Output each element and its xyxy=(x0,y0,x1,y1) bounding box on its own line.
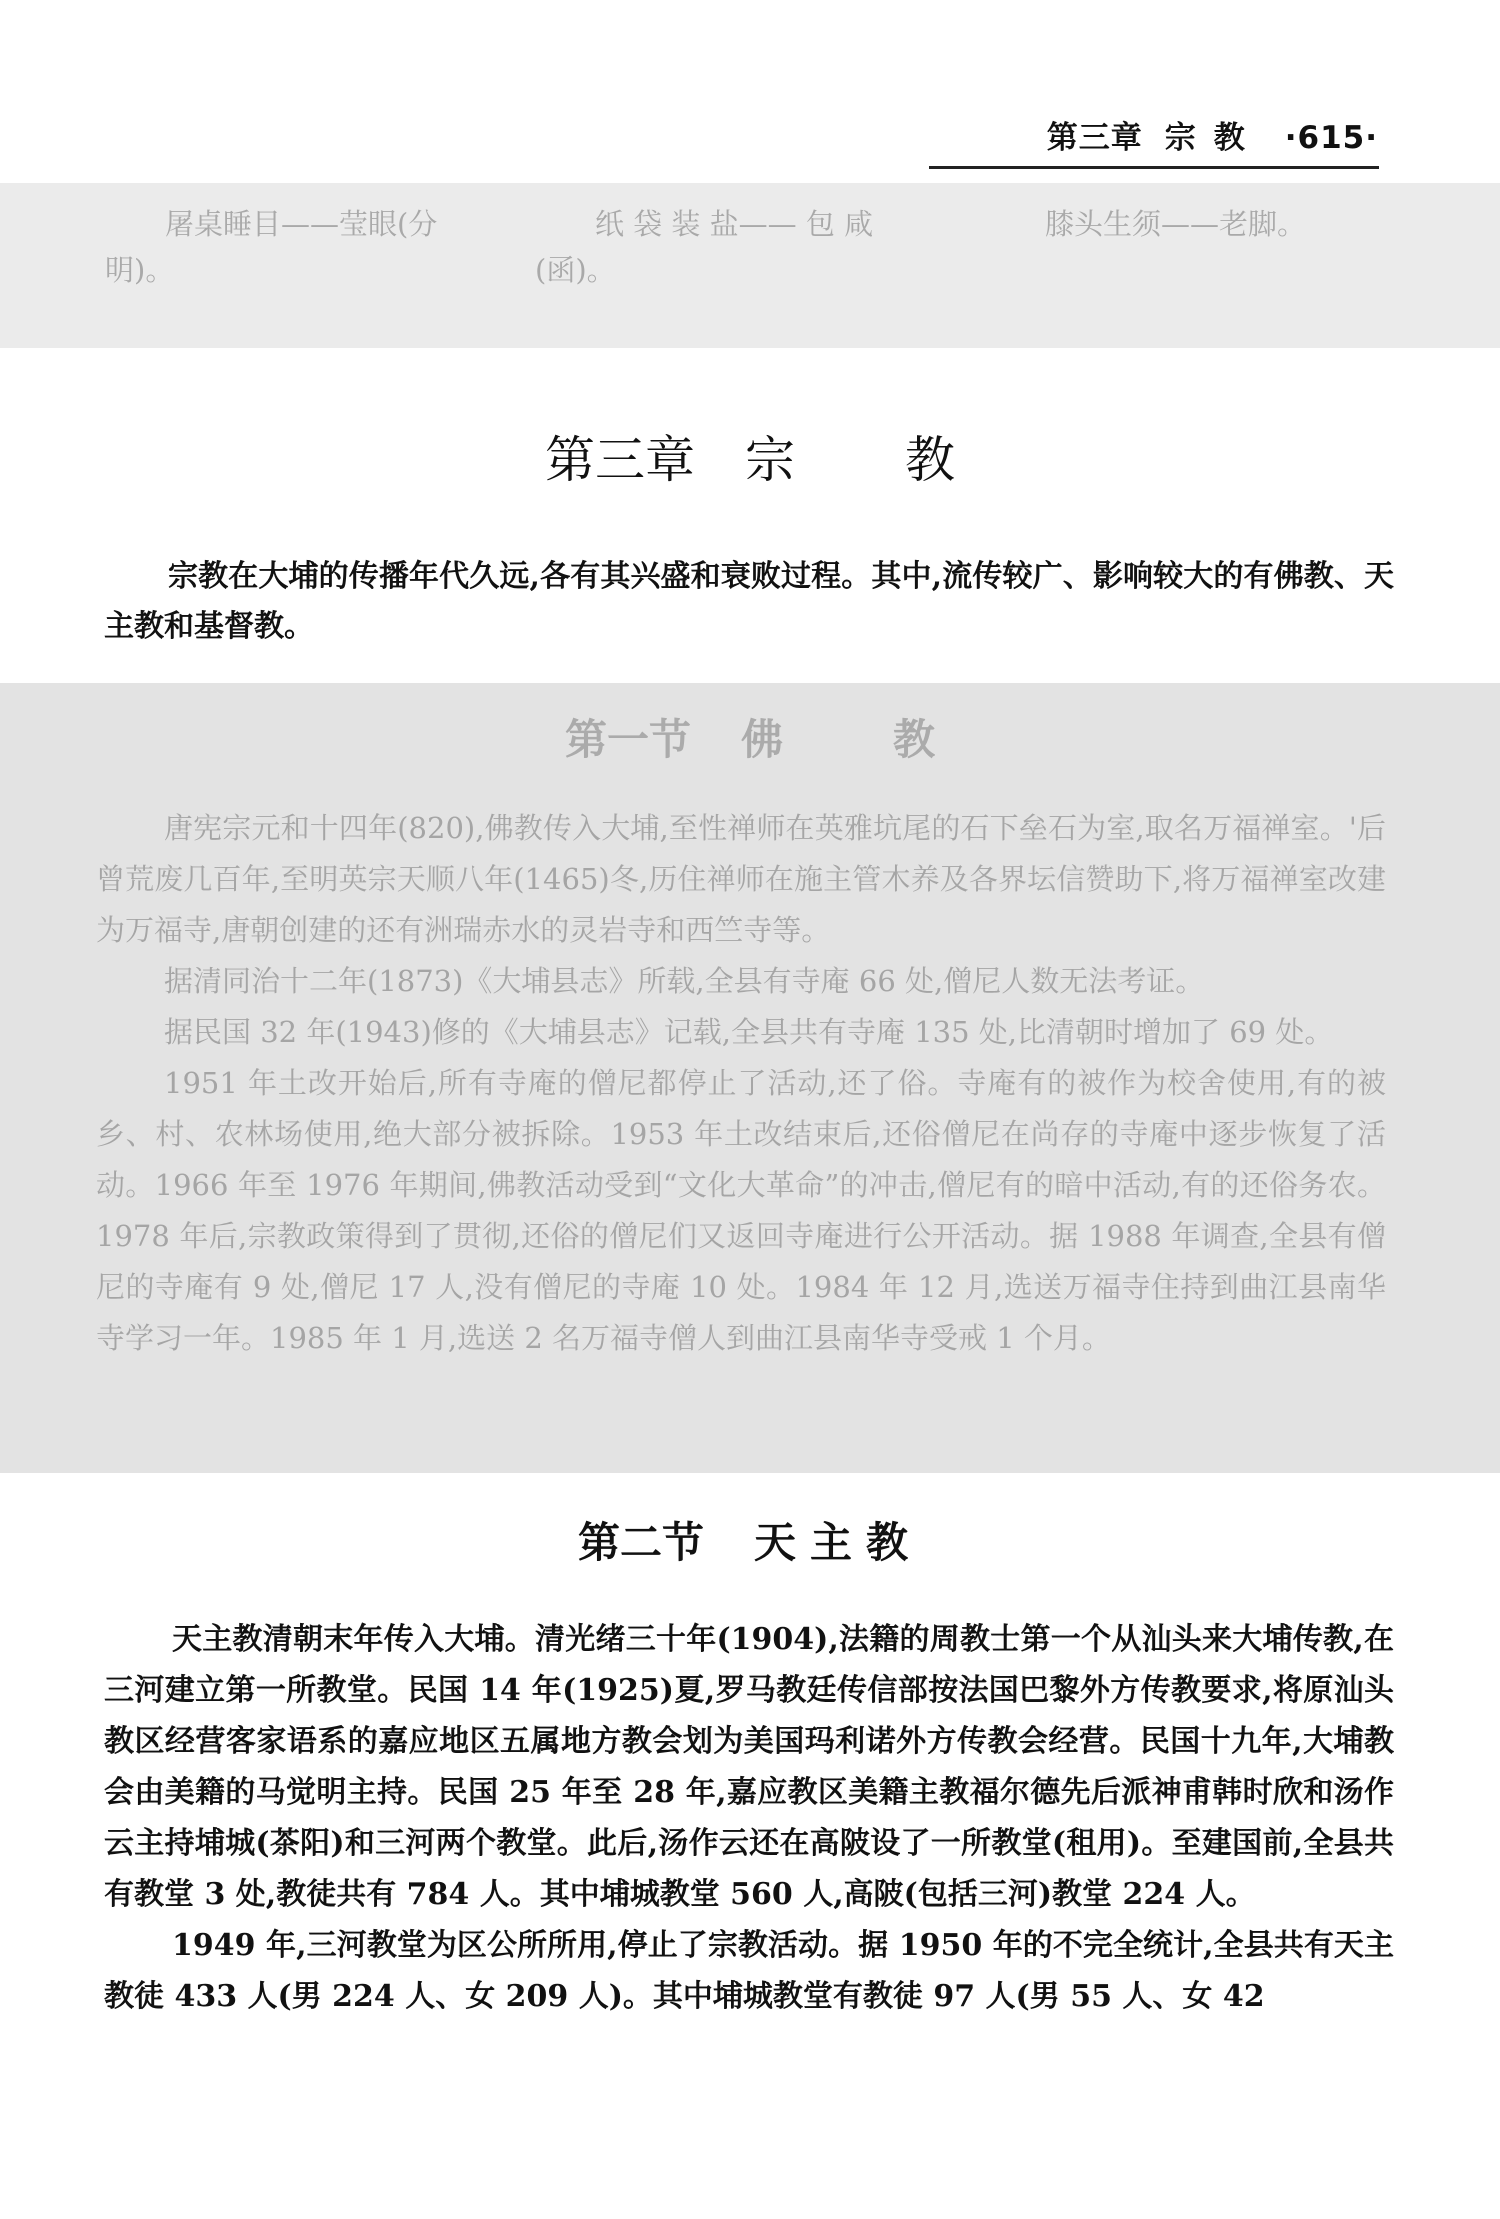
section1-title xyxy=(0,707,1500,767)
chapter-title-word1: 宗 xyxy=(745,431,795,489)
paragraph: 唐宪宗元和十四年(820),佛教传入大埔,至性禅师在英雅坑尾的石下垒石为室,取名万福禅室。'后曾荒废几百年,至明英宗天顺八年(1465)冬,历住禅师在施主管木养及各界坛信赞助下,将万福禅室改建为万福寺,唐朝创建的还有洲瑞赤水的灵岩寺和西竺寺等。 xyxy=(96,811,1386,947)
riddle-item xyxy=(105,201,525,293)
section2-body xyxy=(104,1614,1394,2022)
faded-riddles-band xyxy=(0,183,1500,348)
riddle-item xyxy=(1045,201,1465,247)
page-number: ·615· xyxy=(1284,120,1378,156)
header-rule xyxy=(929,166,1379,169)
section1-word1: 佛 xyxy=(740,715,783,764)
riddle-line: 膝头生须——老脚。 xyxy=(1045,207,1307,241)
riddle-item xyxy=(535,201,955,293)
paragraph: 据清同治十二年(1873)《大埔县志》所载,全县有寺庵 66 处,僧尼人数无法考证。 xyxy=(164,964,1205,998)
section2-number: 第二节 xyxy=(577,1518,704,1567)
paragraph: 1951 年土改开始后,所有寺庵的僧尼都停止了活动,还了俗。寺庵有的被作为校舍使用,有的被乡、村、农林场使用,绝大部分被拆除。1953 年土改结束后,还俗僧尼在尚存的寺庵中逐步恢复了活动。1966 年至 1976 年期间,佛教活动受到“文化大革命”的冲击,僧尼有的暗中活动,有的还俗务农。1978 年后,宗教政策得到了贯彻,还俗的僧尼们又返回寺庵进行公开活动。据 1988 年调查,全县有僧尼的寺庵有 9 处,僧尼 17 人,没有僧尼的寺庵 10 处。1984 年 12 月,选送万福寺住持到曲江县南华寺学习一年。1985 年 1 月,选送 2 名万福寺僧人到曲江县南华寺受戒 1 个月。 xyxy=(96,1066,1386,1355)
chapter-title xyxy=(0,420,1500,492)
chapter-intro: 宗教在大埔的传播年代久远,各有其兴盛和衰败过程。其中,流传较广、影响较大的有佛教、天主教和基督教。 xyxy=(104,559,1394,644)
riddle-line: 明)。 xyxy=(105,253,175,287)
faded-section-band xyxy=(0,683,1500,1473)
section1-body xyxy=(96,803,1386,1364)
header-section: 宗教 xyxy=(1164,120,1263,156)
riddle-line: 屠桌睡目——莹眼(分 xyxy=(165,207,438,241)
paragraph: 天主教清朝末年传入大埔。清光绪三十年(1904),法籍的周教士第一个从汕头来大埔传教,在三河建立第一所教堂。民国 14 年(1925)夏,罗马教廷传信部按法国巴黎外方传教要求,将原汕头教区经营客家语系的嘉应地区五属地方教会划为美国玛利诺外方传教会经营。民国十九年,大埔教会由美籍的马觉明主持。民国 25 年至 28 年,嘉应教区美籍主教福尔德先后派神甫韩时欣和汤作云主持埔城(茶阳)和三河两个教堂。此后,汤作云还在高陂设了一所教堂(租用)。至建国前,全县共有教堂 3 处,教徒共有 784 人。其中埔城教堂 560 人,高陂(包括三河)教堂 224 人。 xyxy=(104,1622,1394,1912)
section2-title xyxy=(0,1510,1500,1570)
paragraph: 1949 年,三河教堂为区公所所用,停止了宗教活动。据 1950 年的不完全统计,全县共有天主教徒 433 人(男 224 人、女 209 人)。其中埔城教堂有教徒 97 人(男 55 人、女 42 xyxy=(104,1928,1394,2014)
riddle-line: (函)。 xyxy=(535,253,616,287)
riddle-line: 纸 袋 装 盐—— 包 咸 xyxy=(595,207,874,241)
chapter-title-word2: 教 xyxy=(905,431,955,489)
chapter-title-number: 第三章 xyxy=(545,431,695,489)
section1-word2: 教 xyxy=(893,715,936,764)
header-chapter: 第三章 xyxy=(1046,120,1143,156)
section2-name: 天主教 xyxy=(754,1518,923,1567)
section1-number: 第一节 xyxy=(564,715,691,764)
paragraph: 据民国 32 年(1943)修的《大埔县志》记载,全县共有寺庵 135 处,比清朝时增加了 69 处。 xyxy=(164,1015,1334,1049)
running-header xyxy=(1047,112,1378,157)
